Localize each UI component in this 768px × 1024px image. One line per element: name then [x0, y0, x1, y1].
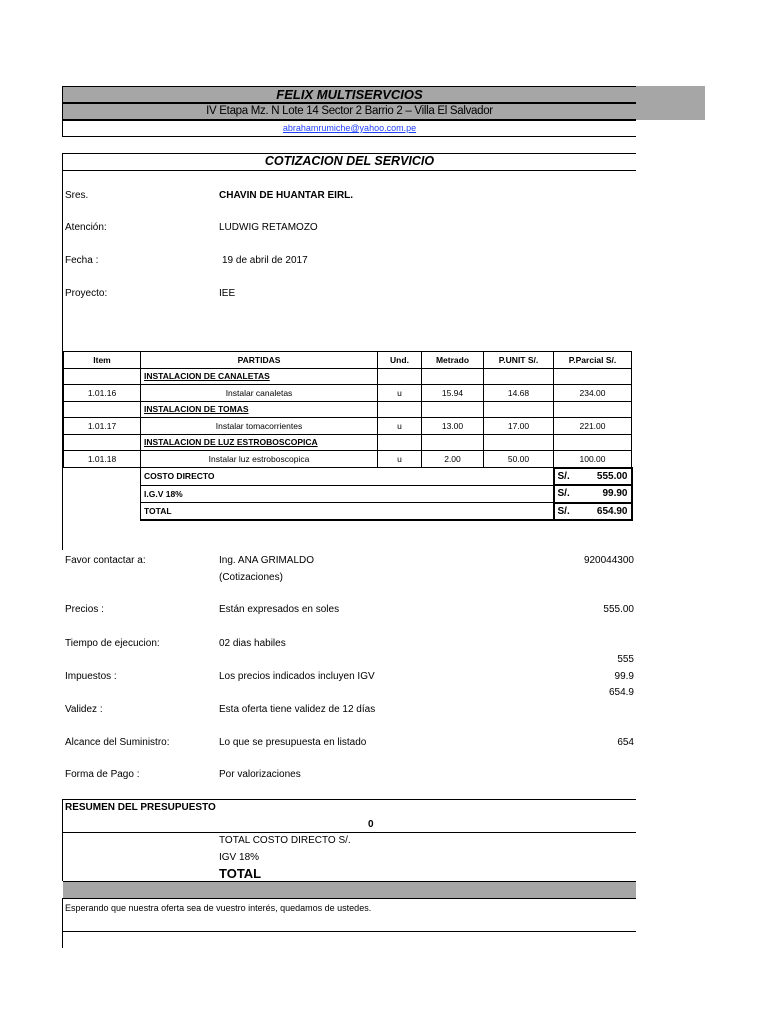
validez-value: Esta oferta tiene validez de 12 días [219, 704, 376, 715]
proyecto-label: Proyecto: [65, 288, 108, 299]
impuestos-num3: 654.9 [608, 687, 634, 698]
total-label: COSTO DIRECTO [141, 468, 554, 486]
impuestos-num1: 555 [617, 654, 634, 665]
section-title: INSTALACION DE CANALETAS [141, 368, 378, 385]
resumen-igv: IGV 18% [219, 852, 260, 863]
resumen-title: RESUMEN DEL PRESUPUESTO [65, 802, 216, 813]
table-row [64, 385, 632, 402]
total-row [64, 468, 632, 486]
items-table [63, 351, 633, 521]
total-value: 99.90 [602, 488, 628, 500]
total-value: 555.00 [596, 470, 628, 482]
row-item: 1.01.16 [64, 385, 141, 402]
total-row [64, 485, 632, 503]
resumen-total: TOTAL [219, 866, 262, 881]
fecha-value: 19 de abril de 2017 [222, 255, 308, 266]
row-punit: 50.00 [484, 451, 554, 468]
contact-value: Ing. ANA GRIMALDO [219, 555, 315, 566]
total-value: 654.90 [596, 505, 628, 517]
resumen-zero: 0 [368, 819, 374, 830]
validez-label: Validez : [65, 704, 103, 715]
row-metrado: 13.00 [422, 418, 484, 435]
company-email[interactable] [63, 120, 636, 136]
contact-phone: 920044300 [583, 555, 634, 566]
table-header-row [64, 352, 632, 369]
impuestos-num2: 99.9 [614, 671, 634, 682]
col-metrado: Metrado [422, 352, 484, 369]
atencion-value: LUDWIG RETAMOZO [219, 222, 318, 233]
section-row [64, 368, 632, 385]
pago-value: Por valorizaciones [219, 769, 301, 780]
col-partidas: PARTIDAS [141, 352, 378, 369]
closing-text: Esperando que nuestra oferta sea de vuestro interés, quedamos de ustedes. [65, 903, 372, 913]
pago-label: Forma de Pago : [65, 769, 140, 780]
precios-label: Precios : [65, 604, 104, 615]
col-punit: P.UNIT S/. [484, 352, 554, 369]
col-parcial: P.Parcial S/. [554, 352, 632, 369]
alcance-label: Alcance del Suministro: [65, 737, 170, 748]
currency: S/. [557, 488, 570, 500]
section-row [64, 434, 632, 451]
alcance-num: 654 [617, 737, 634, 748]
atencion-label: Atención: [65, 222, 107, 233]
contact-label: Favor contactar a: [65, 555, 146, 566]
proyecto-value: IEE [219, 288, 236, 299]
row-punit: 14.68 [484, 385, 554, 402]
row-desc: Instalar canaletas [141, 385, 378, 402]
header-band-right [636, 86, 705, 120]
row-und: u [378, 418, 422, 435]
row-desc: Instalar luz estroboscopica [141, 451, 378, 468]
section-title: INSTALACION DE TOMAS [141, 401, 378, 418]
total-row [64, 503, 632, 521]
total-label: I.G.V 18% [141, 485, 554, 503]
company-name: FELIX MULTISERVCIOS [276, 87, 423, 102]
row-metrado: 15.94 [422, 385, 484, 402]
fecha-label: Fecha : [65, 255, 99, 266]
section-title: INSTALACION DE LUZ ESTROBOSCOPICA [141, 434, 378, 451]
alcance-value: Lo que se presupuesta en listado [219, 737, 367, 748]
impuestos-value: Los precios indicados incluyen IGV [219, 671, 375, 682]
precios-num: 555.00 [603, 604, 634, 615]
row-parcial: 234.00 [554, 385, 632, 402]
impuestos-label: Impuestos : [65, 671, 117, 682]
total-value-cell [554, 485, 632, 503]
row-und: u [378, 451, 422, 468]
tiempo-value: 02 dias habiles [219, 638, 286, 649]
row-punit: 17.00 [484, 418, 554, 435]
footer-band [63, 881, 636, 898]
row-desc: Instalar tomacorrientes [141, 418, 378, 435]
precios-value: Están expresados en soles [219, 604, 340, 615]
table-row [64, 451, 632, 468]
total-label: TOTAL [141, 503, 554, 521]
tiempo-label: Tiempo de ejecucion: [65, 638, 160, 649]
total-value-cell [554, 468, 632, 486]
table-row [64, 418, 632, 435]
sres-label: Sres. [65, 190, 89, 201]
resumen-costo-directo: TOTAL COSTO DIRECTO S/. [219, 835, 351, 846]
row-parcial: 100.00 [554, 451, 632, 468]
contact-sub: (Cotizaciones) [219, 572, 283, 583]
col-und: Und. [378, 352, 422, 369]
currency: S/. [557, 470, 570, 482]
email-link[interactable]: abrahamrumiche@yahoo.com.pe [282, 123, 417, 133]
row-parcial: 221.00 [554, 418, 632, 435]
row-item: 1.01.18 [64, 451, 141, 468]
col-item: Item [64, 352, 141, 369]
total-value-cell [554, 503, 632, 521]
quote-title: COTIZACION DEL SERVICIO [264, 154, 435, 168]
sres-value: CHAVIN DE HUANTAR EIRL. [219, 190, 354, 201]
currency: S/. [557, 505, 570, 517]
section-row [64, 401, 632, 418]
row-und: u [378, 385, 422, 402]
company-address: IV Etapa Mz. N Lote 14 Sector 2 Barrio 2 – Villa El Salvador [206, 105, 493, 117]
row-item: 1.01.17 [64, 418, 141, 435]
row-metrado: 2.00 [422, 451, 484, 468]
